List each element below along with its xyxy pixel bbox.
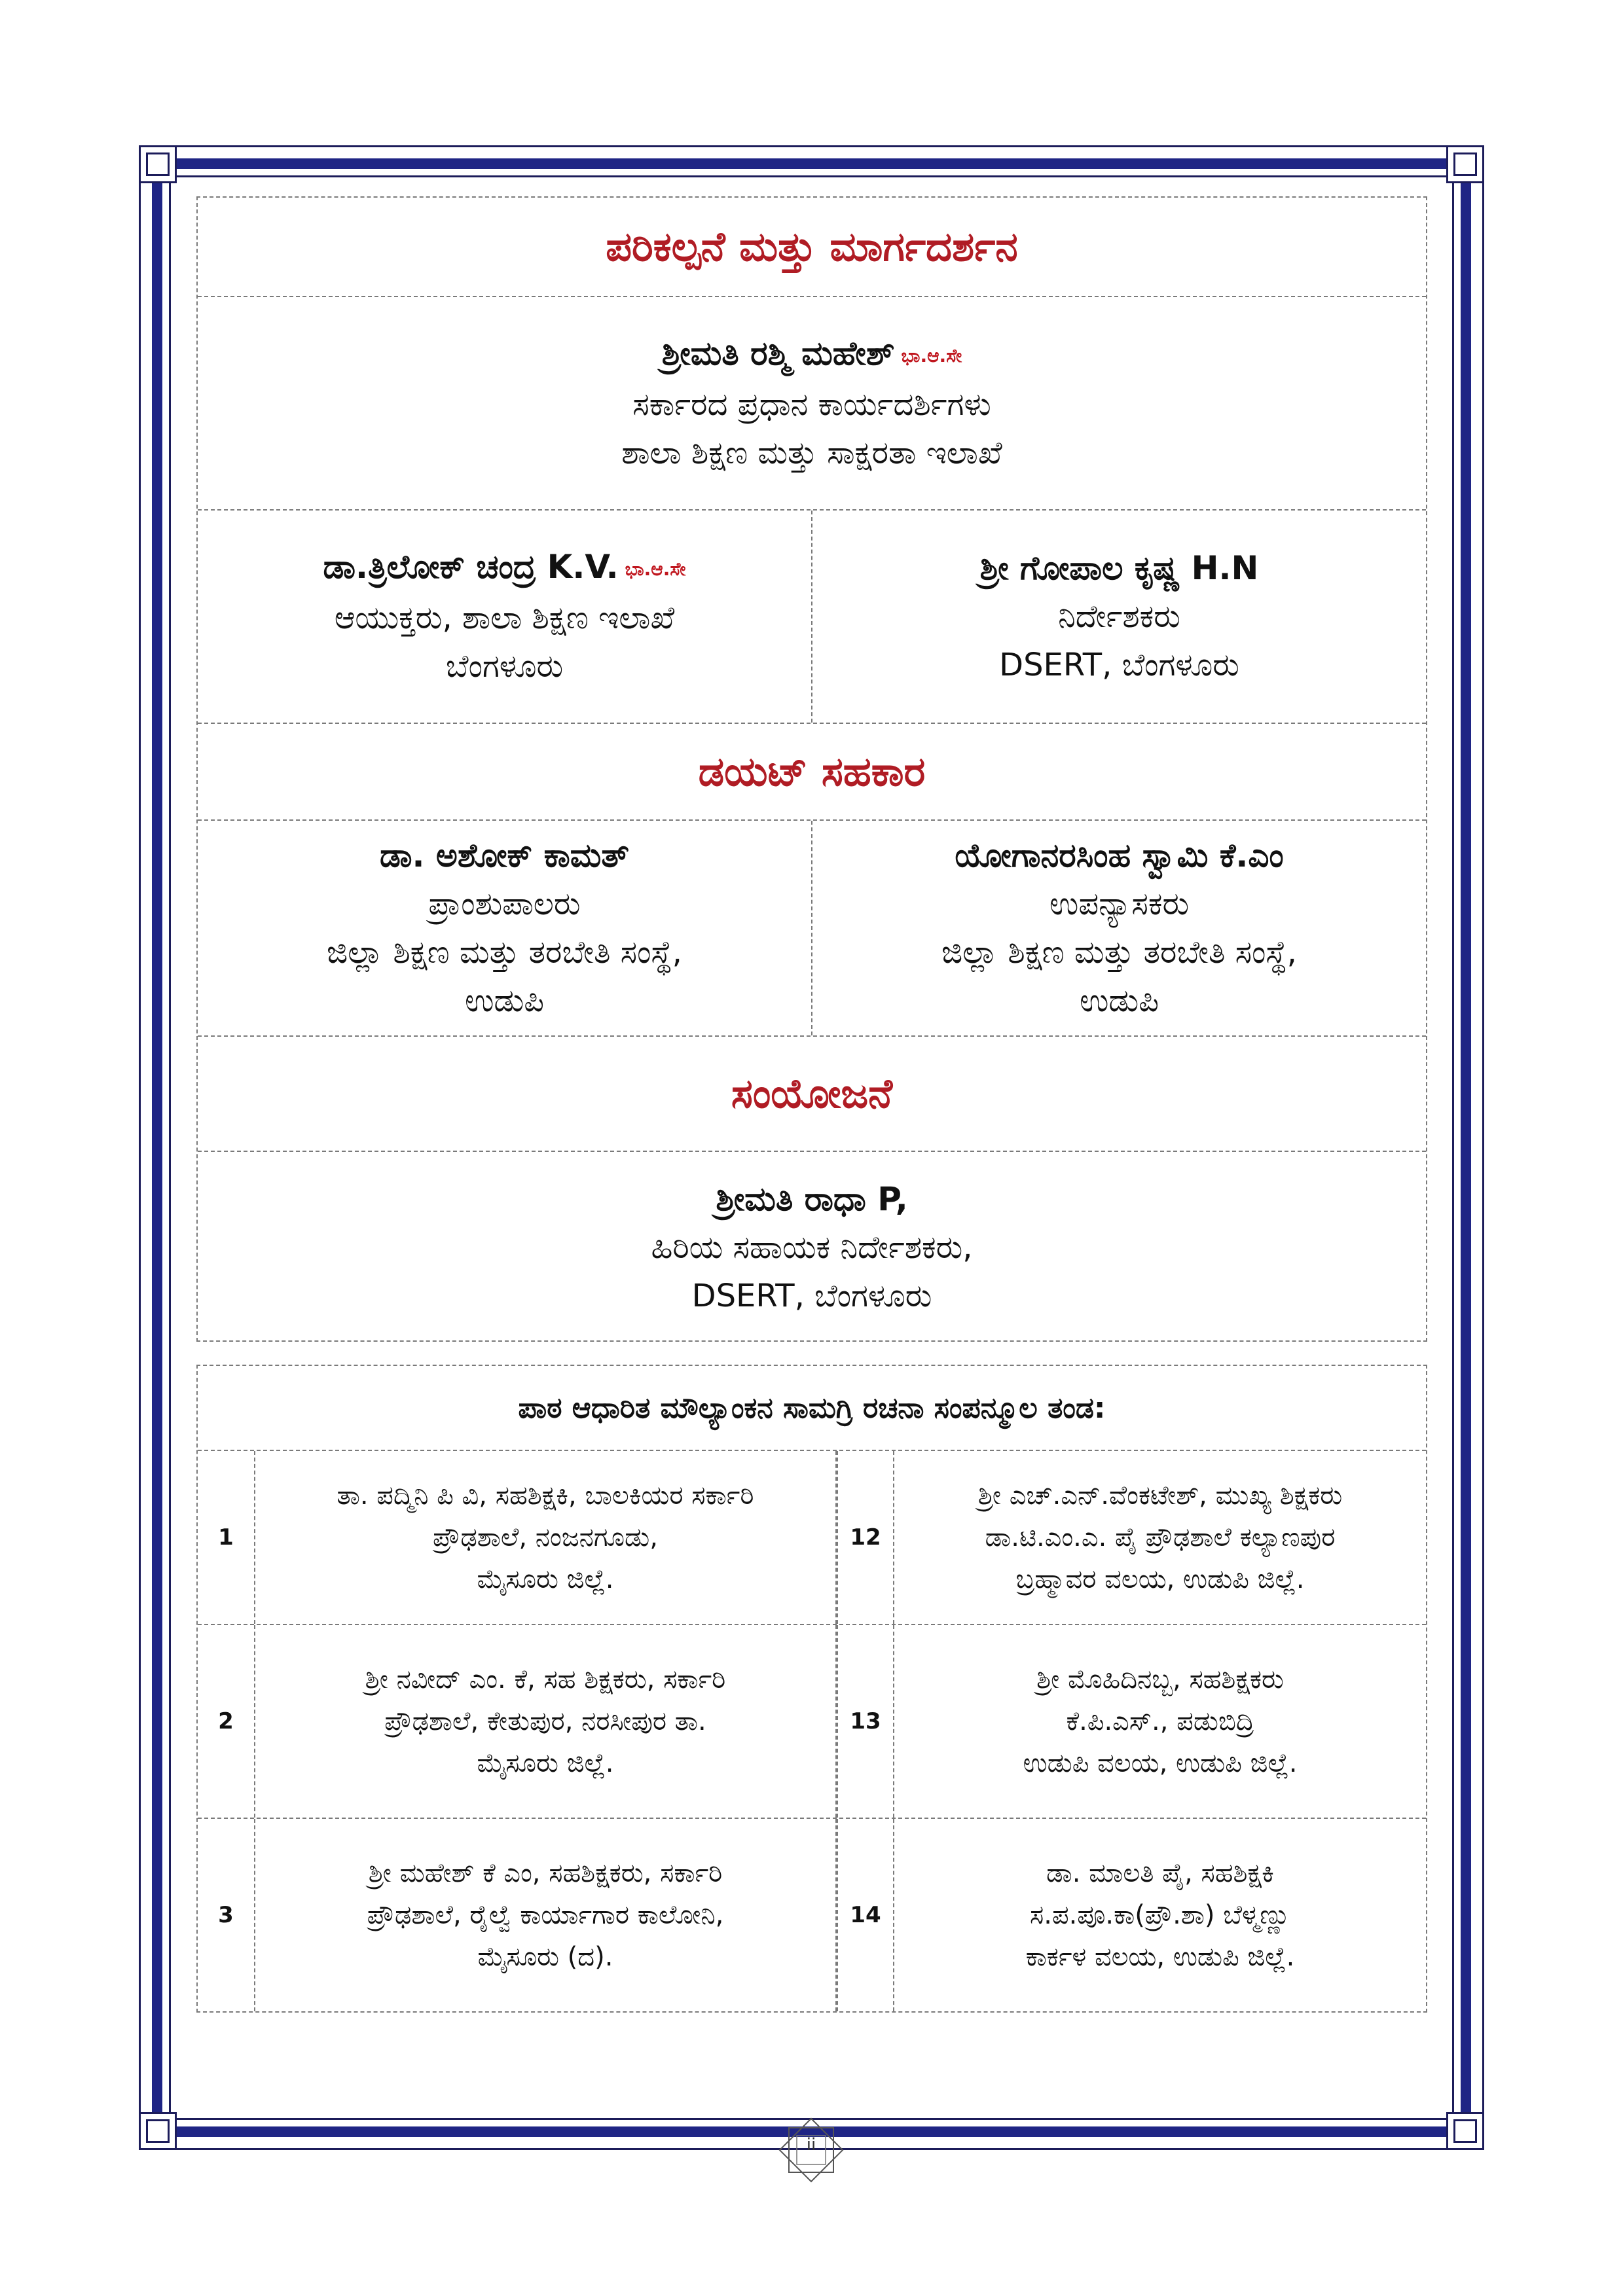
member-number: 2 xyxy=(198,1625,255,1818)
person-row xyxy=(198,1152,1426,1343)
resource-team-table xyxy=(196,1365,1427,2013)
person-row xyxy=(198,297,1426,511)
person-location: DSERT, ಬೆಂಗಳೂರು xyxy=(999,647,1239,683)
person-location: ಉಡುಪಿ xyxy=(464,982,545,1019)
section-heading-diet: ಡಯಟ್ ಸಹಕಾರ xyxy=(698,747,926,795)
page-number: ii xyxy=(806,2135,816,2155)
heading-cell xyxy=(198,724,1426,819)
person-name: ಶ್ರೀಮತಿ ರಶ್ಮಿ ಮಹೇಶ್ xyxy=(661,334,895,373)
person-cell-right xyxy=(811,511,1426,723)
member-line: ಮೈಸೂರು ಜಿಲ್ಲೆ. xyxy=(477,1748,614,1778)
person-institution: ಜಿಲ್ಲಾ ಶಿಕ್ಷಣ ಮತ್ತು ತರಬೇತಿ ಸಂಸ್ಥೆ, xyxy=(941,934,1297,971)
member-line: ಪ್ರೌಢಶಾಲೆ, ರೈಲ್ವೆ ಕಾರ್ಯಾಗಾರ ಕಾಲೋನಿ, xyxy=(367,1900,724,1930)
member-number: 13 xyxy=(837,1625,894,1818)
resource-team-title: ಪಾಠ ಆಧಾರಿತ ಮೌಲ್ಯಾಂಕನ ಸಾಮಗ್ರಿ ರಚನಾ ಸಂಪನ್ಮೂಲ ತಂಡ: xyxy=(198,1366,1426,1451)
member-line: ಪ್ರೌಢಶಾಲೆ, ಕೇತುಪುರ, ನರಸೀಪುರ ತಾ. xyxy=(384,1706,706,1736)
member-details xyxy=(894,1451,1426,1624)
member-number: 12 xyxy=(837,1451,894,1624)
member-line: ಪ್ರೌಢಶಾಲೆ, ನಂಜನಗೂಡು, xyxy=(433,1522,658,1552)
frame-corner-top-right xyxy=(1446,145,1484,183)
person-designation: ಸರ್ಕಾರದ ಪ್ರಧಾನ ಕಾರ್ಯದರ್ಶಿಗಳು xyxy=(632,386,991,423)
member-details xyxy=(255,1819,837,2011)
person-location: ಬೆಂಗಳೂರು xyxy=(445,647,564,685)
member-line: ಮೈಸೂರು (ದ). xyxy=(477,1942,613,1972)
member-line: ಶ್ರೀ ಎಚ್.ಎನ್.ವೆಂಕಟೇಶ್, ಮುಖ್ಯ ಶಿಕ್ಷಕರು xyxy=(977,1480,1343,1511)
heading-cell xyxy=(198,1037,1426,1151)
person-cell xyxy=(198,297,1426,509)
person-name: ಡಾ.ತ್ರಿಲೋಕ್ ಚಂದ್ರ K.V. xyxy=(323,548,619,586)
person-location: DSERT, ಬೆಂಗಳೂರು xyxy=(691,1278,932,1314)
member-line: ಸ.ಪ.ಪೂ.ಕಾ(ಪ್ರೌ.ಶಾ) ಬೆಳ್ಮಣ್ಣು xyxy=(1030,1900,1290,1930)
person-name: ಡಾ. ಅಶೋಕ್ ಕಾಮತ್ xyxy=(379,836,630,874)
frame-corner-top-left xyxy=(139,145,177,183)
person-cell-right xyxy=(811,821,1426,1035)
section-heading-row xyxy=(198,198,1426,297)
person-institution: ಜಿಲ್ಲಾ ಶಿಕ್ಷಣ ಮತ್ತು ತರಬೇತಿ ಸಂಸ್ಥೆ, xyxy=(327,934,682,971)
person-designation: ನಿರ್ದೇಶಕರು xyxy=(1058,598,1180,635)
member-details xyxy=(894,1625,1426,1818)
person-cell-left xyxy=(198,821,811,1035)
person-designation: ಆಯುಕ್ತರು, ಶಾಲಾ ಶಿಕ್ಷಣ ಇಲಾಖೆ xyxy=(334,599,675,636)
member-line: ತಾ. ಪದ್ಮಿನಿ ಪಿ ವಿ, ಸಹಶಿಕ್ಷಕಿ, ಬಾಲಕಿಯರ ಸರ್ಕಾರಿ xyxy=(337,1480,754,1511)
member-line: ಉಡುಪಿ ವಲಯ, ಉಡುಪಿ ಜಿಲ್ಲೆ. xyxy=(1023,1748,1298,1778)
member-line: ಡಾ.ಟಿ.ಎಂ.ಎ. ಪೈ ಪ್ರೌಢಶಾಲೆ ಕಲ್ಯಾಣಪುರ xyxy=(985,1522,1336,1552)
member-line: ಬ್ರಹ್ಮಾವರ ವಲಯ, ಉಡುಪಿ ಜಿಲ್ಲೆ. xyxy=(1015,1564,1305,1594)
person-cell-left xyxy=(198,511,811,723)
member-number: 3 xyxy=(198,1819,255,2011)
person-designation: ಪ್ರಾಂಶುಪಾಲರು xyxy=(428,886,581,922)
two-person-row xyxy=(198,821,1426,1037)
honor-badge: ಭಾ.ಆ.ಸೇ xyxy=(901,344,962,367)
member-line: ಡಾ. ಮಾಲತಿ ಪೈ, ಸಹಶಿಕ್ಷಕಿ xyxy=(1046,1858,1274,1888)
person-cell xyxy=(198,1152,1426,1343)
person-name: ಶ್ರೀಮತಿ ರಾಧಾ P, xyxy=(716,1180,908,1218)
member-number: 1 xyxy=(198,1451,255,1624)
two-person-row xyxy=(198,511,1426,724)
person-name: ಯೋಗಾನರಸಿಂಹ ಸ್ವಾಮಿ ಕೆ.ಎಂ xyxy=(955,836,1284,874)
frame-corner-bottom-left xyxy=(139,2112,177,2150)
member-details xyxy=(255,1451,837,1624)
frame-corner-bottom-right xyxy=(1446,2112,1484,2150)
member-line: ಶ್ರೀ ಮಹೇಶ್ ಕೆ ಎಂ, ಸಹಶಿಕ್ಷಕರು, ಸರ್ಕಾರಿ xyxy=(368,1858,723,1888)
section-heading-coordination: ಸಂಯೋಜನೆ xyxy=(731,1069,893,1117)
heading-cell xyxy=(198,198,1426,296)
person-designation: ಹಿರಿಯ ಸಹಾಯಕ ನಿರ್ದೇಶಕರು, xyxy=(651,1229,973,1266)
honor-badge: ಭಾ.ಆ.ಸೇ xyxy=(625,558,686,580)
member-line: ಶ್ರೀ ನವೀದ್ ಎಂ. ಕೆ, ಸಹ ಶಿಕ್ಷಕರು, ಸರ್ಕಾರಿ xyxy=(365,1664,726,1695)
section-heading-guidance: ಪರಿಕಲ್ಪನೆ ಮತ್ತು ಮಾರ್ಗದರ್ಶನ xyxy=(606,223,1018,270)
person-department: ಶಾಲಾ ಶಿಕ್ಷಣ ಮತ್ತು ಸಾಕ್ಷರತಾ ಇಲಾಖೆ xyxy=(621,434,1002,471)
member-number: 14 xyxy=(837,1819,894,2011)
member-details xyxy=(255,1625,837,1818)
person-designation: ಉಪನ್ಯಾಸಕರು xyxy=(1049,886,1190,922)
person-name: ಶ್ರೀ ಗೋಪಾಲ ಕೃಷ್ಣ H.N xyxy=(979,549,1259,587)
person-name-line xyxy=(662,329,962,380)
member-line: ಕಾರ್ಕಳ ವಲಯ, ಉಡುಪಿ ಜಿಲ್ಲೆ. xyxy=(1025,1942,1295,1972)
table-row xyxy=(198,1451,1426,1625)
person-name-line xyxy=(323,543,686,594)
member-line: ಮೈಸೂರು ಜಿಲ್ಲೆ. xyxy=(477,1564,614,1594)
member-details xyxy=(894,1819,1426,2011)
member-line: ಶ್ರೀ ಮೊಹಿದಿನಬ್ಬ, ಸಹಶಿಕ್ಷಕರು xyxy=(1036,1664,1284,1695)
credits-table xyxy=(196,196,1427,1342)
section-heading-row xyxy=(198,724,1426,821)
section-heading-row xyxy=(198,1037,1426,1152)
table-row xyxy=(198,1819,1426,2011)
table-row xyxy=(198,1625,1426,1819)
member-line: ಕೆ.ಪಿ.ಎಸ್., ಪಡುಬಿದ್ರಿ xyxy=(1066,1706,1254,1736)
person-location: ಉಡುಪಿ xyxy=(1079,982,1159,1019)
